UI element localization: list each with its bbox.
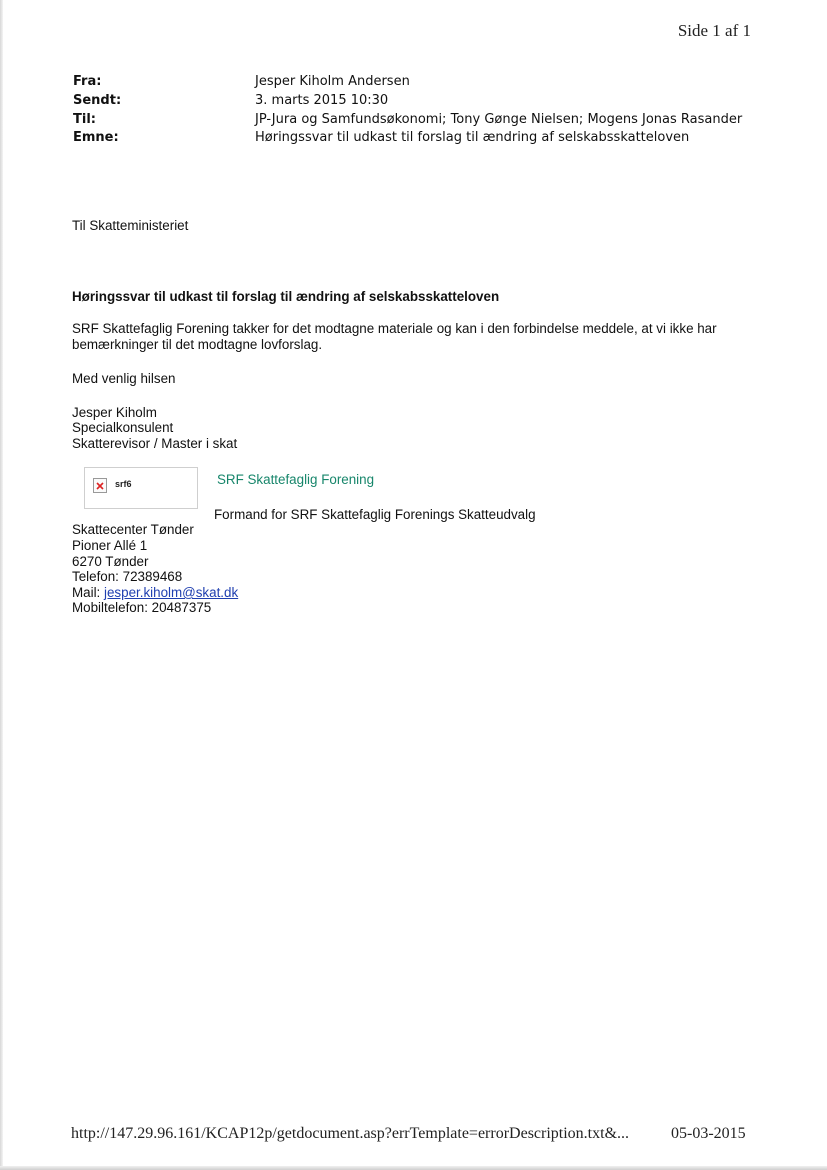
page-left-edge bbox=[0, 0, 3, 1170]
mail-line bbox=[72, 585, 238, 601]
phone: Telefon: 72389468 bbox=[72, 569, 183, 584]
body-line-1: SRF Skattefaglig Forening takker for det modtagne materiale og kan i den forbindelse meddele, at vi ikke har bbox=[72, 321, 717, 336]
logo-placeholder bbox=[84, 467, 198, 509]
email-link[interactable]: jesper.kiholm@skat.dk bbox=[104, 585, 239, 600]
workplace: Skattecenter Tønder bbox=[72, 522, 194, 537]
sent-value: 3. marts 2015 10:30 bbox=[255, 93, 389, 108]
broken-image-icon bbox=[93, 478, 107, 493]
signature-title: Specialkonsulent bbox=[72, 420, 174, 435]
street-address: Pioner Allé 1 bbox=[72, 538, 148, 553]
signature-position: Skatterevisor / Master i skat bbox=[72, 436, 238, 451]
letter-heading: Høringssvar til udkast til forslag til ændring af selskabsskatteloven bbox=[72, 289, 500, 304]
sent-label: Sendt: bbox=[73, 93, 122, 108]
postal-address: 6270 Tønder bbox=[72, 554, 149, 569]
signature-name: Jesper Kiholm bbox=[72, 405, 157, 420]
page-bottom-edge bbox=[0, 1166, 827, 1170]
footer-date: 05-03-2015 bbox=[671, 1125, 746, 1142]
subject-value: Høringssvar til udkast til forslag til ændring af selskabsskatteloven bbox=[255, 130, 690, 145]
from-value: Jesper Kiholm Andersen bbox=[255, 74, 410, 89]
closing: Med venlig hilsen bbox=[72, 371, 176, 386]
subject-label: Emne: bbox=[73, 130, 119, 145]
mobile-phone: Mobiltelefon: 20487375 bbox=[72, 600, 212, 615]
mail-label: Mail: bbox=[72, 585, 104, 600]
page-number: Side 1 af 1 bbox=[677, 21, 751, 40]
organization-name: SRF Skattefaglig Forening bbox=[217, 472, 375, 487]
to-value: JP-Jura og Samfundsøkonomi; Tony Gønge Nielsen; Mogens Jonas Rasander bbox=[255, 112, 743, 127]
addressee: Til Skatteministeriet bbox=[72, 218, 189, 233]
logo-alt-text: srf6 bbox=[115, 479, 132, 489]
footer-url: http://147.29.96.161/KCAP12p/getdocument.asp?errTemplate=errorDescription.txt&... bbox=[71, 1125, 630, 1142]
from-label: Fra: bbox=[73, 74, 102, 89]
to-label: Til: bbox=[73, 112, 96, 127]
body-line-2: bemærkninger til det modtagne lovforslag. bbox=[72, 337, 323, 352]
role-line: Formand for SRF Skattefaglig Forenings Skatteudvalg bbox=[214, 507, 536, 522]
